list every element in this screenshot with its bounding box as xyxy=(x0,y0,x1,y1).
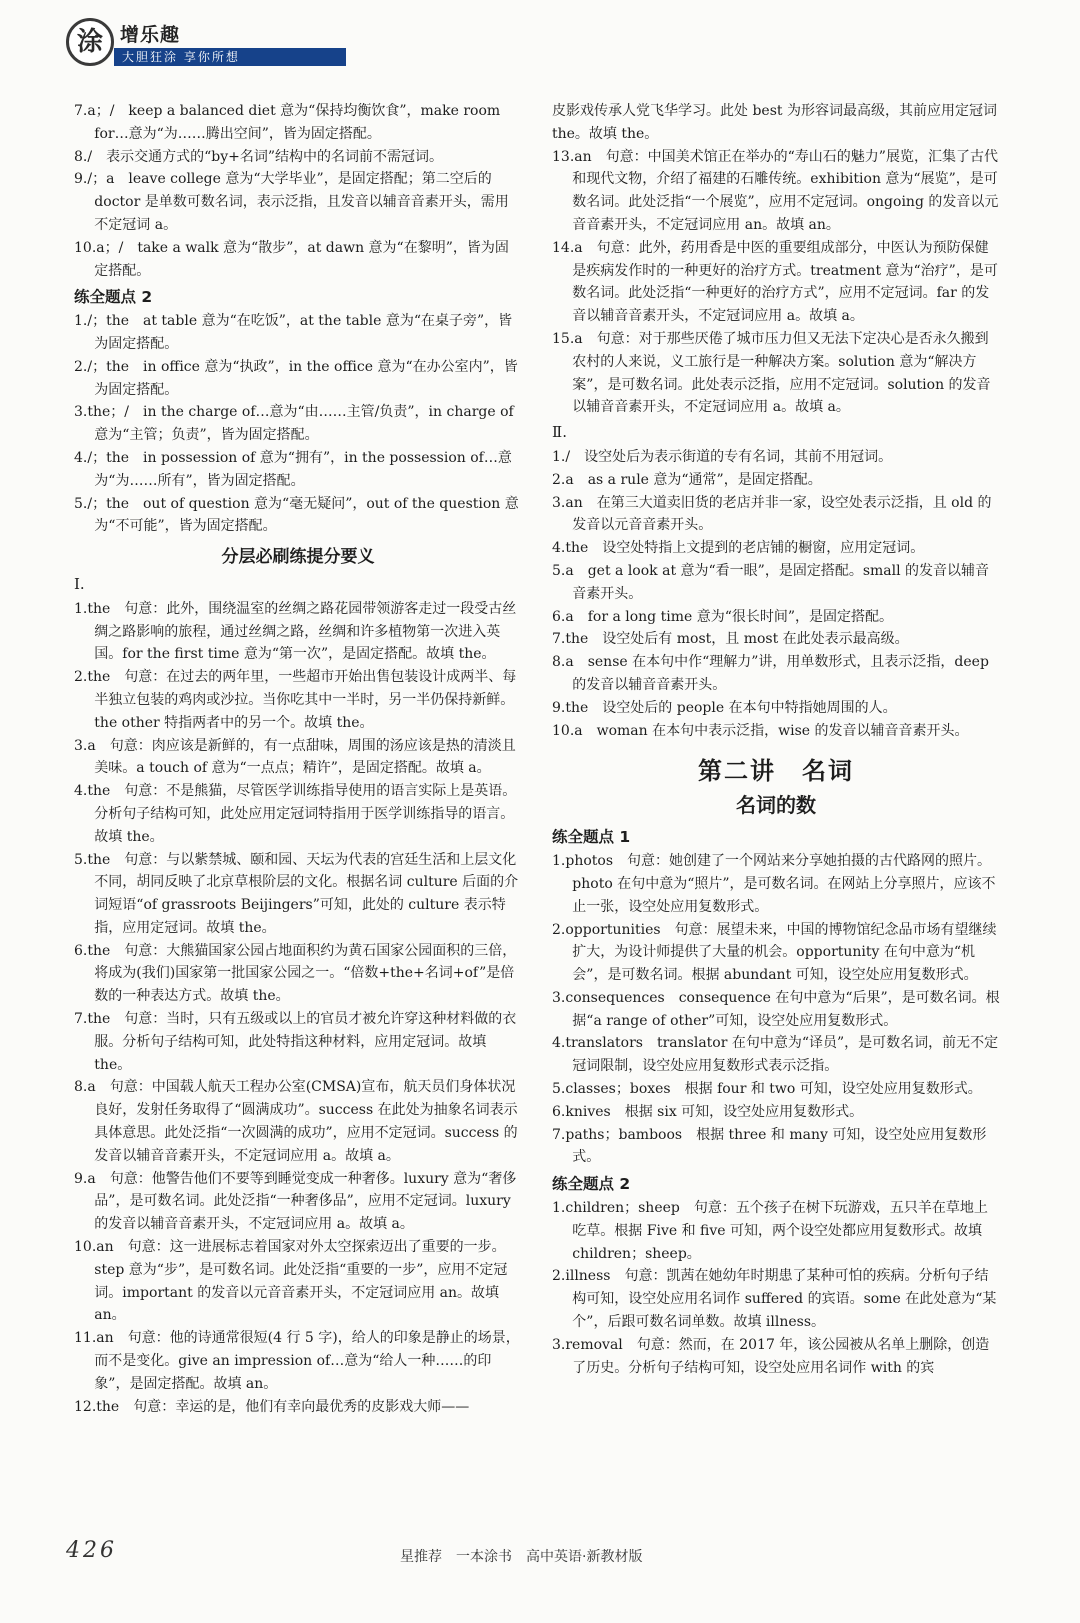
answer-item: 4.the 句意：不是熊猫，尽管医学训练指导使用的语言实际上是英语。分析句子结构可知，此处应用定冠词特指用于医学训练指导的语言。故填 the。 xyxy=(74,783,517,845)
answer-item: 9./；a leave college 意为“大学毕业”，是固定搭配；第二空后的 doctor 是单数可数名词，表示泛指，且发音以辅音音素开头，需用不定冠词 a。 xyxy=(74,171,509,233)
answer-item: 1.the 句意：此外，围绕温室的丝绸之路花园带领游客走过一段受古丝绸之路影响的旅程，通过丝绸之路，丝绸和许多植物第一次进入英国。for the first time 意为“第一次”，是固定搭配。故填 the。 xyxy=(74,600,517,663)
answer-item: 2.the 句意：在过去的两年里，一些超市开始出售包装设计成两半、每半独立包装的鸡肉或沙拉。当你吃其中一半时，另一半仍保持新鲜。the other 特指两者中的另一个。故填 the。 xyxy=(74,669,517,731)
brand-name: 增乐趣 xyxy=(120,24,181,46)
page-number: 426 xyxy=(66,1538,117,1563)
answer-item: 8.a sense 在本句中作“理解力”讲，用单数形式，且表示泛指，deep 的发音以辅音音素开头。 xyxy=(552,654,989,693)
answer-item: 3.the；/ in the charge of…意为“由……主管/负责”，in charge of 意为“主管；负责”，皆为固定搭配。 xyxy=(74,404,514,444)
answer-item: 10.an 句意：这一进展标志着国家对外太空探索迈出了重要的一步。step 意为“步”，是可数名词。此处泛指“重要的一步”，应用不定冠词。important 的发音以元音音素开头，不定冠词应用 an。故填 an。 xyxy=(74,1239,508,1324)
answer-item: 5.the 句意：与以紫禁城、颐和园、天坛为代表的宫廷生活和上层文化不同，胡同反映了北京草根阶层的文化。根据名词 culture 后面的介词短语“of grassroots Beijingers”可知，此处的 culture 表示特指，应用定冠词。故填 the。 xyxy=(74,851,519,936)
answer-item: 7.a；/ keep a balanced diet 意为“保持均衡饮食”，make room for…意为“为……腾出空间”，皆为固定搭配。 xyxy=(74,103,501,142)
right-column xyxy=(552,100,1000,1379)
answer-item: 7.the 设空处后有 most，且 most 在此处表示最高级。 xyxy=(552,631,909,648)
answer-item: 11.an 句意：他的诗通常很短(4 行 5 字)，给人的印象是静止的场景，而不是变化。give an impression of…意为“给人一种……的印象”，是固定搭配。故填 an。 xyxy=(74,1330,520,1392)
answer-item: 13.an 句意：中国美术馆正在举办的“寿山石的魅力”展览，汇集了古代和现代文物，介绍了福建的石雕传统。exhibition 意为“展览”，是可数名词。此处泛指“一个展览”，应用不定冠词。ongoing 的发音以元音音素开头，不定冠词应用 an。故填 an。 xyxy=(552,148,999,233)
section-heading: 练全题点 2 xyxy=(74,288,153,307)
answer-item: 10.a woman 在本句中表示泛指，wise 的发音以辅音音素开头。 xyxy=(552,722,969,739)
answer-item: 8./ 表示交通方式的“by+名词”结构中的名词前不需冠词。 xyxy=(74,148,443,165)
lecture-title: 第二讲 名词 xyxy=(698,757,854,786)
brand-slogan: 大胆狂涂 享你所想 xyxy=(114,48,346,66)
answer-item: 3.a 句意：肉应该是新鲜的，有一点甜味，周围的汤应该是热的清淡且美味。a touch of 意为“一点点；精许”，是固定搭配。故填 a。 xyxy=(74,737,516,777)
footer-text: 星推荐 一本涂书 高中英语·新教材版 xyxy=(400,1549,643,1565)
answer-item: 6.the 句意：大熊猫国家公园占地面积约为黄石国家公园面积的三倍，将成为(我们)国家第一批国家公园之一。“倍数+the+名词+of”是倍数的一种表达方式。故填 the。 xyxy=(74,942,517,1005)
answer-item: 4.translators translator 在句中意为“译员”，是可数名词，前无不定冠词限制，设空处应用复数形式表示泛指。 xyxy=(552,1035,999,1075)
answer-item: 3.consequences consequence 在句中意为“后果”，是可数名词。根据“a range of other”可知，设空处应用复数形式。 xyxy=(552,989,1000,1029)
answer-item: 1.children；sheep 句意：五个孩子在树下玩游戏，五只羊在草地上吃草。根据 Five 和 five 可知，两个设空处都应用复数形式。故填 children；sheep。 xyxy=(552,1200,988,1262)
logo-icon: 涂 xyxy=(66,18,114,66)
answer-item: 2.opportunities 句意：展望未来，中国的博物馆纪念品市场有望继续扩大，为设计师提供了大量的机会。opportunity 在句中意为“机会”，是可数名词。根据 abundant 可知，设空处应用复数形式。 xyxy=(552,921,997,984)
left-column xyxy=(74,100,522,1418)
answer-continuation: 皮影戏传承人党飞华学习。此处 best 为形容词最高级，其前应用定冠词 the。故填 the。 xyxy=(552,103,997,142)
answer-item: 3.an 在第三大道卖旧货的老店并非一家，设空处表示泛指，且 old 的发音以元音音素开头。 xyxy=(552,494,992,534)
answer-item: 3.removal 句意：然而，在 2017 年，该公园被从名单上删除，创造了历史。分析句子结构可知，设空处应用名词作 with 的宾 xyxy=(552,1336,990,1376)
section-heading: 练全题点 2 xyxy=(552,1175,631,1194)
answer-item: 15.a 句意：对于那些厌倦了城市压力但又无法下定决心是否永久搬到农村的人来说，义工旅行是一种解决方案。solution 意为“解决方案”，是可数名词。此处表示泛指，应用不定冠词。solution 的发音以辅音音素开头，不定冠词应用 a。故填 a。 xyxy=(552,330,991,416)
answer-item: 4./；the in possession of 意为“拥有”，in the possession of…意为“为……所有”，皆为固定搭配。 xyxy=(74,449,512,489)
part-marker: Ⅱ. xyxy=(552,423,567,442)
lecture-subtitle: 名词的数 xyxy=(736,793,816,818)
section-title: 分层必刷练提分要义 xyxy=(221,547,375,568)
answer-item: 6.a for a long time 意为“很长时间”，是固定搭配。 xyxy=(552,608,894,625)
answer-item: 2.a as a rule 意为“通常”，是固定搭配。 xyxy=(552,471,822,488)
answer-item: 10.a；/ take a walk 意为“散步”，at dawn 意为“在黎明”，皆为固定搭配。 xyxy=(74,239,509,279)
answer-item: 5.a get a look at 意为“看一眼”，是固定搭配。small 的发音以辅音音素开头。 xyxy=(552,562,990,602)
answer-item: 4.the 设空处特指上文提到的老店铺的橱窗，应用定冠词。 xyxy=(552,540,925,557)
answer-item: 2.illness 句意：凯茜在她幼年时期患了某种可怕的疾病。分析句子结构可知，设空处应用名词作 suffered 的宾语。some 在此处意为“某个”，后跟可数名词单数。故填 illness。 xyxy=(552,1268,997,1331)
answer-item: 1./；the at table 意为“在吃饭”，at the table 意为“在桌子旁”，皆为固定搭配。 xyxy=(74,313,513,352)
answer-item: 1.photos 句意：她创建了一个网站来分享她拍摄的古代路网的照片。photo 在句中意为“照片”，是可数名词。在网站上分享照片，应该不止一张，设空处应用复数形式。 xyxy=(552,853,996,915)
answer-item: 9.the 设空处后的 people 在本句中特指她周围的人。 xyxy=(552,699,897,716)
answer-item: 7.paths；bamboos 根据 three 和 many 可知，设空处应用复数形式。 xyxy=(552,1126,987,1166)
answer-item: 12.the 句意：幸运的是，他们有幸向最优秀的皮影戏大师—— xyxy=(74,1398,470,1415)
header xyxy=(66,16,286,88)
answer-item: 6.knives 根据 six 可知，设空处应用复数形式。 xyxy=(552,1103,864,1120)
section-heading: 练全题点 1 xyxy=(552,828,631,847)
answer-item: 8.a 句意：中国载人航天工程办公室(CMSA)宣布，航天员们身体状况良好，发射任务取得了“圆满成功”。success 在此处为抽象名词表示具体意思。此处泛指“一次圆满的成功”，应用不定冠词。success 的发音以辅音音素开头，不定冠词应用 a。故填 a。 xyxy=(74,1079,518,1164)
answer-item: 14.a 句意：此外，药用香是中医的重要组成部分，中医认为预防保健是疾病发作时的一种更好的治疗方式。treatment 意为“治疗”，是可数名词。此处泛指“一种更好的治疗方式”，应用不定冠词。far 的发音以辅音音素开头，不定冠词应用 a。故填 a。 xyxy=(552,239,998,325)
answer-item: 1./ 设空处后为表示街道的专有名词，其前不用冠词。 xyxy=(552,448,893,465)
part-marker: Ⅰ. xyxy=(74,574,85,593)
answer-item: 9.a 句意：他警告他们不要等到睡觉变成一种奢侈。luxury 意为“奢侈品”，是可数名词。此处泛指“一种奢侈品”，应用不定冠词。luxury 的发音以辅音音素开头，不定冠词应用 a。故填 a。 xyxy=(74,1170,517,1233)
answer-item: 5./；the out of question 意为“毫无疑问”，out of the question 意为“不可能”，皆为固定搭配。 xyxy=(74,495,519,535)
answer-item: 5.classes；boxes 根据 four 和 two 可知，设空处应用复数形式。 xyxy=(552,1081,982,1098)
answer-item: 2./；the in office 意为“执政”，in the office 意为“在办公室内”，皆为固定搭配。 xyxy=(74,358,518,398)
answer-item: 7.the 句意：当时，只有五级或以上的官员才被允许穿这种材料做的衣服。分析句子结构可知，此处特指这种材料，应用定冠词。故填 the。 xyxy=(74,1011,517,1073)
